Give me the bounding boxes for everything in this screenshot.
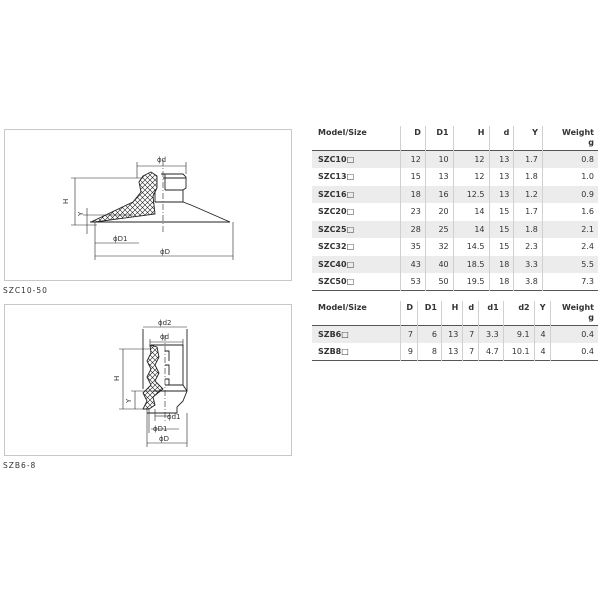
table-row: SZC50□ 53 50 19.5 18 3.8 7.3 (312, 273, 598, 291)
col-y: Y (514, 126, 543, 151)
label-h: H (113, 375, 121, 381)
szb-diagram-caption: SZB6-8 (3, 461, 37, 470)
col-y: Y (534, 301, 550, 326)
col-d1: d1 (479, 301, 504, 326)
szc-diagram-panel (4, 129, 292, 281)
label-big-d: ϕD (159, 435, 170, 443)
table-header-row (312, 126, 598, 151)
col-h: H (441, 301, 462, 326)
label-big-d1: ϕD1 (153, 425, 168, 433)
col-d: d (489, 126, 514, 151)
col-weight: Weight g (562, 303, 594, 322)
col-model-size: Model/Size (312, 126, 401, 151)
col-d1: D1 (425, 126, 453, 151)
col-weight: Weight g (562, 128, 594, 147)
szb-diagram-panel (4, 304, 292, 456)
label-d: ϕd (157, 156, 167, 164)
label-h: H (62, 198, 70, 204)
szc-diagram-caption: SZC10-50 (3, 286, 48, 295)
col-d1-outer: D1 (417, 301, 441, 326)
label-d1: ϕD1 (113, 235, 128, 243)
label-y: Y (77, 211, 85, 216)
table-row: SZB8□ 9 8 13 7 4.7 10.1 4 0.4 (312, 343, 598, 361)
table-row: SZC20□ 23 20 14 15 1.7 1.6 (312, 203, 598, 221)
szc-spec-table (312, 126, 598, 291)
table-header-row (312, 301, 598, 326)
col-model-size: Model/Size (312, 301, 401, 326)
col-d2: d2 (503, 301, 534, 326)
label-big-d: ϕD (160, 248, 171, 256)
table-row: SZC16□ 18 16 12.5 13 1.2 0.9 (312, 186, 598, 204)
table-row: SZC32□ 35 32 14.5 15 2.3 2.4 (312, 238, 598, 256)
table-row: SZC10□ 12 10 12 13 1.7 0.8 (312, 151, 598, 169)
col-d-outer: D (401, 126, 426, 151)
szc-suction-cup-drawing (5, 130, 293, 282)
table-row: SZB6□ 7 6 13 7 3.3 9.1 4 0.4 (312, 326, 598, 344)
szb-spec-table (312, 301, 598, 361)
table-row: SZC40□ 43 40 18.5 18 3.3 5.5 (312, 256, 598, 274)
col-d: d (463, 301, 479, 326)
szb-suction-cup-drawing (5, 305, 293, 457)
label-d: ϕd (160, 333, 170, 341)
table-row: SZC13□ 15 13 12 13 1.8 1.0 (312, 168, 598, 186)
label-d2: ϕd2 (158, 319, 172, 327)
col-h: H (453, 126, 489, 151)
table-row: SZC25□ 28 25 14 15 1.8 2.1 (312, 221, 598, 239)
label-d1: ϕd1 (167, 413, 181, 421)
label-y: Y (125, 398, 133, 403)
col-d-outer: D (401, 301, 418, 326)
